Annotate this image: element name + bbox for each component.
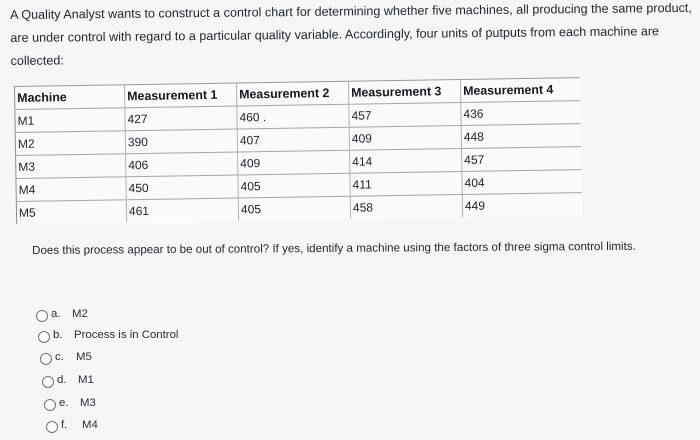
value-cell: 449 <box>462 193 583 217</box>
question-text: Does this process appear to be out of control? If yes, identify a machine using the factors of three sigma control limits. <box>32 239 636 257</box>
value-cell: 450 <box>125 175 238 199</box>
machine-cell: M3 <box>15 154 126 178</box>
value-cell: 411 <box>349 172 462 196</box>
value-cell: 436 <box>460 101 581 125</box>
value-cell: 405 <box>237 174 350 198</box>
option-label: M4 <box>82 419 98 431</box>
statement-line-2: are under control with regard to a particular quality variable. Accordingly, four units of putputs from each machine are <box>10 24 660 45</box>
value-cell: 409 <box>237 151 350 175</box>
option-letter: c. <box>55 351 64 363</box>
radio-button-icon[interactable] <box>44 399 56 411</box>
machine-cell: M1 <box>14 108 125 132</box>
value-cell: 458 <box>350 195 463 219</box>
machine-cell: M4 <box>15 177 126 201</box>
statement-line-1: A Quality Analyst wants to construct a control chart for determining whether five machines, all producing the same product, <box>10 0 692 22</box>
value-cell: 427 <box>124 106 237 130</box>
value-cell: 390 <box>125 129 238 153</box>
option-label: M1 <box>78 374 94 386</box>
option-letter: b. <box>53 329 63 341</box>
statement-line-3: collected: <box>10 53 64 68</box>
header-measurement-4: Measurement 4 <box>460 78 581 102</box>
value-cell: 460 . <box>236 105 349 129</box>
option-letter: d. <box>57 374 67 386</box>
option-label: Process is in Control <box>74 329 179 341</box>
header-machine: Machine <box>14 85 125 109</box>
option-label: M2 <box>72 308 88 320</box>
header-measurement-2: Measurement 2 <box>236 82 349 106</box>
value-cell: 461 <box>126 198 239 222</box>
value-cell: 404 <box>461 170 582 194</box>
option-letter: f. <box>61 419 68 431</box>
measurements-table <box>14 77 582 225</box>
radio-button-icon[interactable] <box>42 376 54 388</box>
value-cell: 405 <box>238 197 351 221</box>
radio-button-icon[interactable] <box>38 331 50 343</box>
value-cell: 457 <box>461 147 582 171</box>
header-measurement-3: Measurement 3 <box>348 80 461 104</box>
value-cell: 448 <box>461 124 582 148</box>
value-cell: 409 <box>349 126 462 150</box>
value-cell: 407 <box>237 128 350 152</box>
radio-button-icon[interactable] <box>46 421 58 433</box>
problem-statement <box>10 0 691 73</box>
option-label: M5 <box>76 351 92 363</box>
value-cell: 406 <box>125 152 238 176</box>
option-letter: a. <box>51 308 61 320</box>
machine-cell: M2 <box>15 131 126 155</box>
value-cell: 457 <box>348 103 461 127</box>
option-label: M3 <box>80 397 96 409</box>
radio-button-icon[interactable] <box>40 353 52 365</box>
option-letter: e. <box>59 397 69 409</box>
header-measurement-1: Measurement 1 <box>124 83 237 107</box>
radio-button-icon[interactable] <box>36 310 48 322</box>
machine-cell: M5 <box>16 200 127 224</box>
value-cell: 414 <box>349 149 462 173</box>
